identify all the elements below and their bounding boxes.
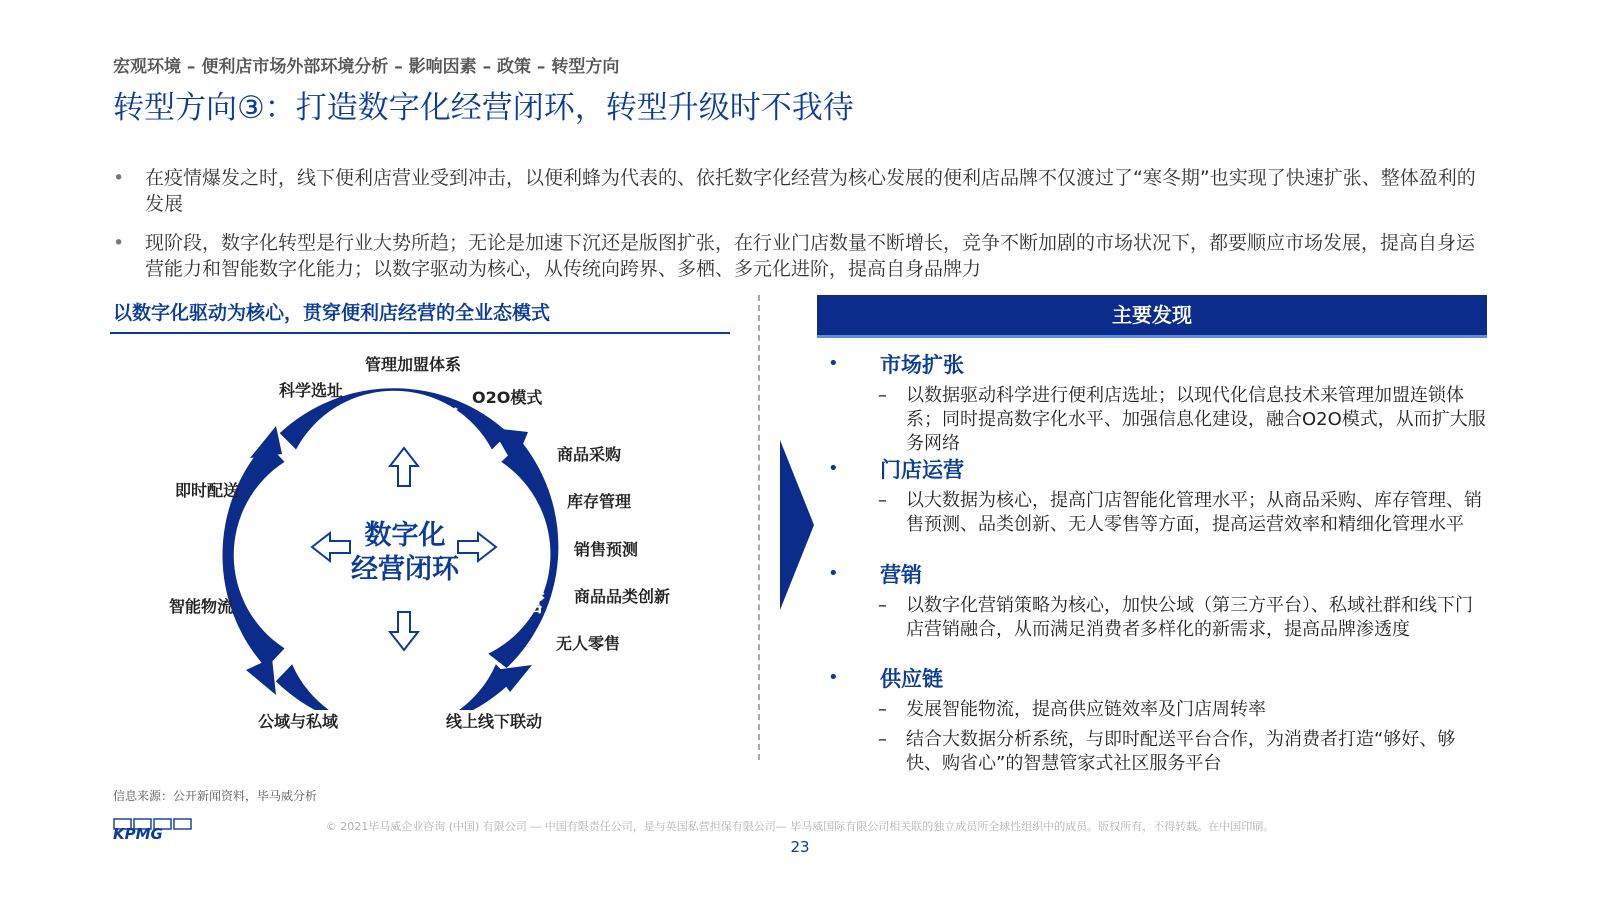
center-label-line1: 数字化 [364, 520, 446, 551]
item-dash: – [878, 385, 887, 406]
findings-title-marketing: 营销 [880, 563, 922, 587]
page-title: 转型方向③：打造数字化经营闭环，转型升级时不我待 [113, 90, 854, 126]
bullet-text: 现阶段，数字化转型是行业大势所趋；无论是加速下沉还是版图扩张，在行业门店数量不断增长，竞争不断加剧的市场状况下，都要顺应市场发展，提高自身运营能力和智能数字化能力；以数字驱动为核心，从传统向跨界、多栖、多元化进阶，提高自身品牌力 [145, 232, 1476, 280]
caption-forecast: 销售预测 [574, 540, 639, 559]
caption-logistics: 智能物流 [169, 597, 234, 616]
findings-marker: • [828, 353, 839, 374]
breadcrumb: 宏观环境 – 便利店市场外部环境分析 – 影响因素 – 政策 – 转型方向 [113, 57, 620, 77]
segment-char: 门 [521, 511, 545, 539]
bullet-marker: • [113, 167, 125, 189]
findings-marker: • [828, 667, 839, 688]
caption-inventory: 库存管理 [567, 492, 632, 511]
findings-header: 主要发现 [817, 295, 1487, 338]
findings-item [878, 728, 1488, 776]
intro-bullet [113, 165, 1493, 217]
findings-item [878, 594, 1488, 642]
item-text: 发展智能物流，提高供应链效率及门店周转率 [906, 699, 1266, 720]
page-number: 23 [790, 838, 810, 856]
caption-unmanned: 无人零售 [556, 634, 621, 653]
findings-title-supply-chain: 供应链 [880, 667, 943, 691]
bullet-marker: • [113, 232, 125, 254]
segment-char: 运 [521, 563, 545, 591]
item-dash: – [878, 729, 887, 750]
copyright-notice: © 2021毕马威企业咨询 (中国) 有限公司 — 中国有限责任公司，是与英国私营担保有限公司— 毕马威国际有限公司相关联的独立成员所全球性组织中的成员。版权所有，不得转载。在中国印刷。 [325, 820, 1275, 833]
cycle-diagram [180, 340, 640, 710]
findings-marker: • [828, 458, 839, 479]
caption-innovation: 商品品类创新 [574, 587, 671, 606]
segment-label-store-ops [521, 511, 546, 617]
item-text: 结合大数据分析系统，与即时配送平台合作，为消费者打造“够好、够快、购省心”的智慧管家式社区服务平台 [906, 729, 1456, 774]
item-dash: – [878, 595, 887, 616]
segment-label-marketing: 营销 [373, 668, 421, 696]
arrow-left-icon [312, 533, 350, 561]
segment-char: 营 [521, 589, 545, 617]
segment-char: 供 [258, 508, 282, 536]
findings-item [878, 698, 1488, 722]
caption-domain: 公域与私域 [258, 712, 339, 731]
segment-char: 应 [258, 534, 282, 562]
segment-char: 店 [521, 537, 545, 565]
chevron-right-icon [780, 440, 814, 610]
segment-label-supply-chain [258, 508, 283, 588]
findings-item [878, 384, 1488, 456]
left-panel-heading: 以数字化驱动为核心，贯穿便利店经营的全业态模式 [113, 302, 551, 324]
item-text: 以大数据为核心，提高门店智能化管理水平；从商品采购、库存管理、销售预测、品类创新、无人零售等方面，提高运营效率和精细化管理水平 [906, 490, 1482, 535]
findings-title-store-ops: 门店运营 [880, 458, 964, 482]
item-text: 以数据驱动科学进行便利店选址；以现代化信息技术来管理加盟连锁体系；同时提高数字化水平、加强信息化建设，融合O2O模式，从而扩大服务网络 [906, 385, 1486, 454]
source-note: 信息来源：公开新闻资料，毕马威分析 [113, 789, 318, 803]
center-label-line2: 经营闭环 [351, 554, 459, 585]
findings-item [878, 489, 1488, 537]
ring-arrow-head [246, 658, 276, 695]
caption-delivery: 即时配送 [175, 481, 240, 500]
caption-o2o: O2O模式 [472, 388, 543, 407]
segment-label-market-expansion: 市场扩张 [364, 404, 460, 432]
logo-text: KPMG [113, 825, 163, 840]
arrow-up-icon [390, 448, 418, 486]
item-dash: – [878, 699, 887, 720]
segment-char: 链 [258, 560, 282, 588]
caption-omnichannel: 线上线下联动 [446, 712, 543, 731]
bullet-text: 在疫情爆发之时，线下便利店营业受到冲击，以便利蜂为代表的、依托数字化经营为核心发展的便利店品牌不仅渡过了“寒冬期”也实现了快速扩张、整体盈利的发展 [145, 167, 1476, 215]
vertical-divider [758, 295, 760, 760]
arrow-down-icon [390, 612, 418, 650]
caption-site-selection: 科学选址 [279, 381, 344, 400]
intro-bullet [113, 230, 1493, 282]
item-text: 以数字化营销策略为核心，加快公域（第三方平台）、私域社群和线下门店营销融合，从而满足消费者多样化的新需求，提高品牌渗透度 [906, 595, 1473, 640]
heading-underline [110, 332, 730, 334]
findings-marker: • [828, 563, 839, 584]
findings-title-market: 市场扩张 [880, 353, 964, 377]
ring-arrow-head [250, 426, 282, 458]
arrow-right-icon [458, 533, 496, 561]
item-dash: – [878, 490, 887, 511]
caption-management: 管理加盟体系 [365, 355, 462, 374]
caption-purchase: 商品采购 [557, 445, 622, 464]
